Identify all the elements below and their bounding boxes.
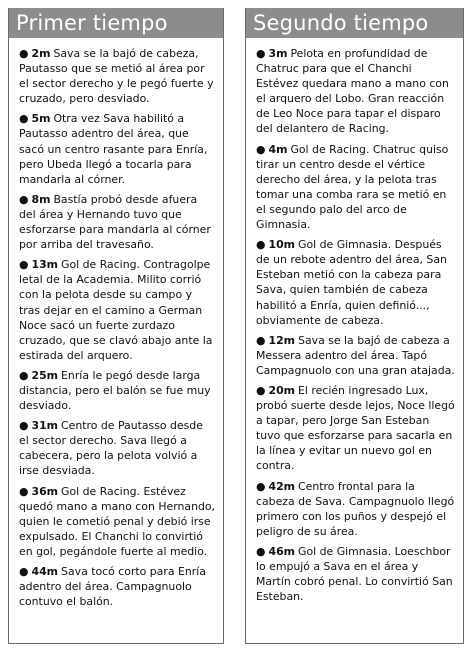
bullet-icon: ● (19, 368, 29, 382)
play-entry (256, 142, 456, 233)
bullet-icon: ● (256, 383, 266, 397)
bullet-icon: ● (256, 238, 266, 252)
play-text: Pelota en profundidad de Chatruc para que el Chanchi Estévez quedara mano a mano con el arquero del Lobo. Gran reacción de Leo Noce para tapar el disparo del delantero de Racing. (256, 47, 449, 136)
play-text: Gol de Racing. Estévez quedó mano a mano con Hernando, quien le cometió penal y debió irse expulsado. El Chanchi lo convirtió en gol, pegándole fuerte al medio. (19, 484, 216, 558)
play-entry (19, 564, 216, 609)
play-text: Centro de Pautasso desde el sector derecho. Sava llegó a cabecera, pero la pelota volvió a irse desviada. (19, 419, 203, 478)
first-half-entries (9, 38, 223, 609)
play-text: Gol de Racing. Chatruc quiso tirar un centro desde el vértice derecho del área, y la pelota tras tomar una comba rara se metió en el segundo palo del arco de Gimnasia. (256, 142, 449, 232)
bullet-icon: ● (256, 479, 266, 493)
bullet-icon: ● (256, 333, 266, 347)
play-text: Bastía probó desde afuera del área y Hernando tuvo que esforzarse para mandarla al córner por arriba del travesaño. (19, 192, 211, 252)
play-text: Sava se la bajó de cabeza a Messera adentro del área. Tapó Campagnuolo con una gran atajada. (256, 333, 455, 377)
play-minute: 12m (268, 333, 296, 347)
bullet-icon: ● (19, 419, 29, 433)
first-half-title: Primer tiempo (9, 8, 223, 38)
play-minute: 4m (268, 142, 288, 156)
play-minute: 2m (31, 47, 51, 60)
play-minute: 5m (31, 112, 51, 126)
first-half-column (8, 8, 224, 644)
play-minute: 46m (268, 544, 296, 558)
play-minute: 25m (31, 368, 59, 382)
bullet-icon: ● (19, 565, 29, 578)
play-text: Enría le pegó desde larga distancia, pero el balón se fue muy desviado. (19, 368, 211, 413)
play-text: Gol de Racing. Contragolpe letal de la Academia. Milito corrió con la pelota desde su campo y tras dejar en el camino a German Noce sacó un fuerte zurdazo cruzado, que se clavó abajo ante la estirada del arquero. (19, 258, 213, 362)
bullet-icon: ● (256, 47, 266, 60)
play-minute: 10m (268, 238, 296, 252)
play-entry (19, 368, 216, 413)
play-entry (19, 257, 216, 363)
play-text: Gol de Gimnasia. Loeschbor lo empujó a Sava en el área y Martín cobró penal. Lo convirtió San Esteban. (256, 544, 453, 604)
play-entry (19, 192, 216, 252)
bullet-icon: ● (19, 258, 29, 272)
play-entry (256, 333, 456, 378)
play-entry (256, 237, 456, 328)
play-entry (19, 484, 216, 559)
bullet-icon: ● (19, 112, 29, 126)
play-minute: 20m (268, 383, 296, 397)
bullet-icon: ● (19, 192, 29, 206)
play-text: Otra vez Sava habilitó a Pautasso adentro del área, que sacó un centro rasante para Enría, pero Ubeda llegó a tocarla para mandarla al córner. (19, 112, 208, 186)
play-minute: 8m (31, 192, 51, 206)
play-entry (256, 544, 456, 604)
play-minute: 13m (31, 258, 59, 272)
bullet-icon: ● (19, 484, 29, 498)
play-minute: 36m (31, 484, 59, 498)
play-text: Centro frontal para la cabeza de Sava. Campagnuolo llegó primero con los puños y despejó el peligro de su área. (256, 479, 455, 538)
play-text: Sava tocó corto para Enría adentro del área. Campagnuolo contuvo el balón. (19, 565, 206, 609)
bullet-icon: ● (256, 544, 266, 558)
play-entry (256, 46, 456, 137)
second-half-column (245, 8, 464, 644)
play-text: Gol de Gimnasia. Después de un rebote adentro del área, San Esteban metió con la cabeza para Sava, quien también de cabeza habilitó a Enría, quien definió..., obviamente de cabeza. (256, 238, 447, 327)
play-minute: 44m (31, 565, 59, 578)
play-entry (256, 479, 456, 539)
play-entry (256, 383, 456, 474)
second-half-entries (246, 38, 463, 604)
play-text: El recién ingresado Lux, probó suerte desde lejos, Noce llegó a tapar, pero Jorge San Esteban tuvo que esforzarse para sacarla en la línea y evitar un nuevo gol en contra. (256, 383, 455, 473)
bullet-icon: ● (19, 47, 29, 60)
play-minute: 3m (268, 47, 288, 60)
play-text: Sava se la bajó de cabeza, Pautasso que se metió al área por el sector derecho y le pegó fuerte y cruzado, pero desviado. (19, 47, 214, 106)
play-entry (19, 111, 216, 186)
bullet-icon: ● (256, 142, 266, 156)
play-minute: 31m (31, 419, 59, 433)
play-minute: 42m (268, 479, 296, 493)
second-half-title: Segundo tiempo (246, 8, 463, 38)
play-entry (19, 418, 216, 478)
play-entry (19, 46, 216, 106)
